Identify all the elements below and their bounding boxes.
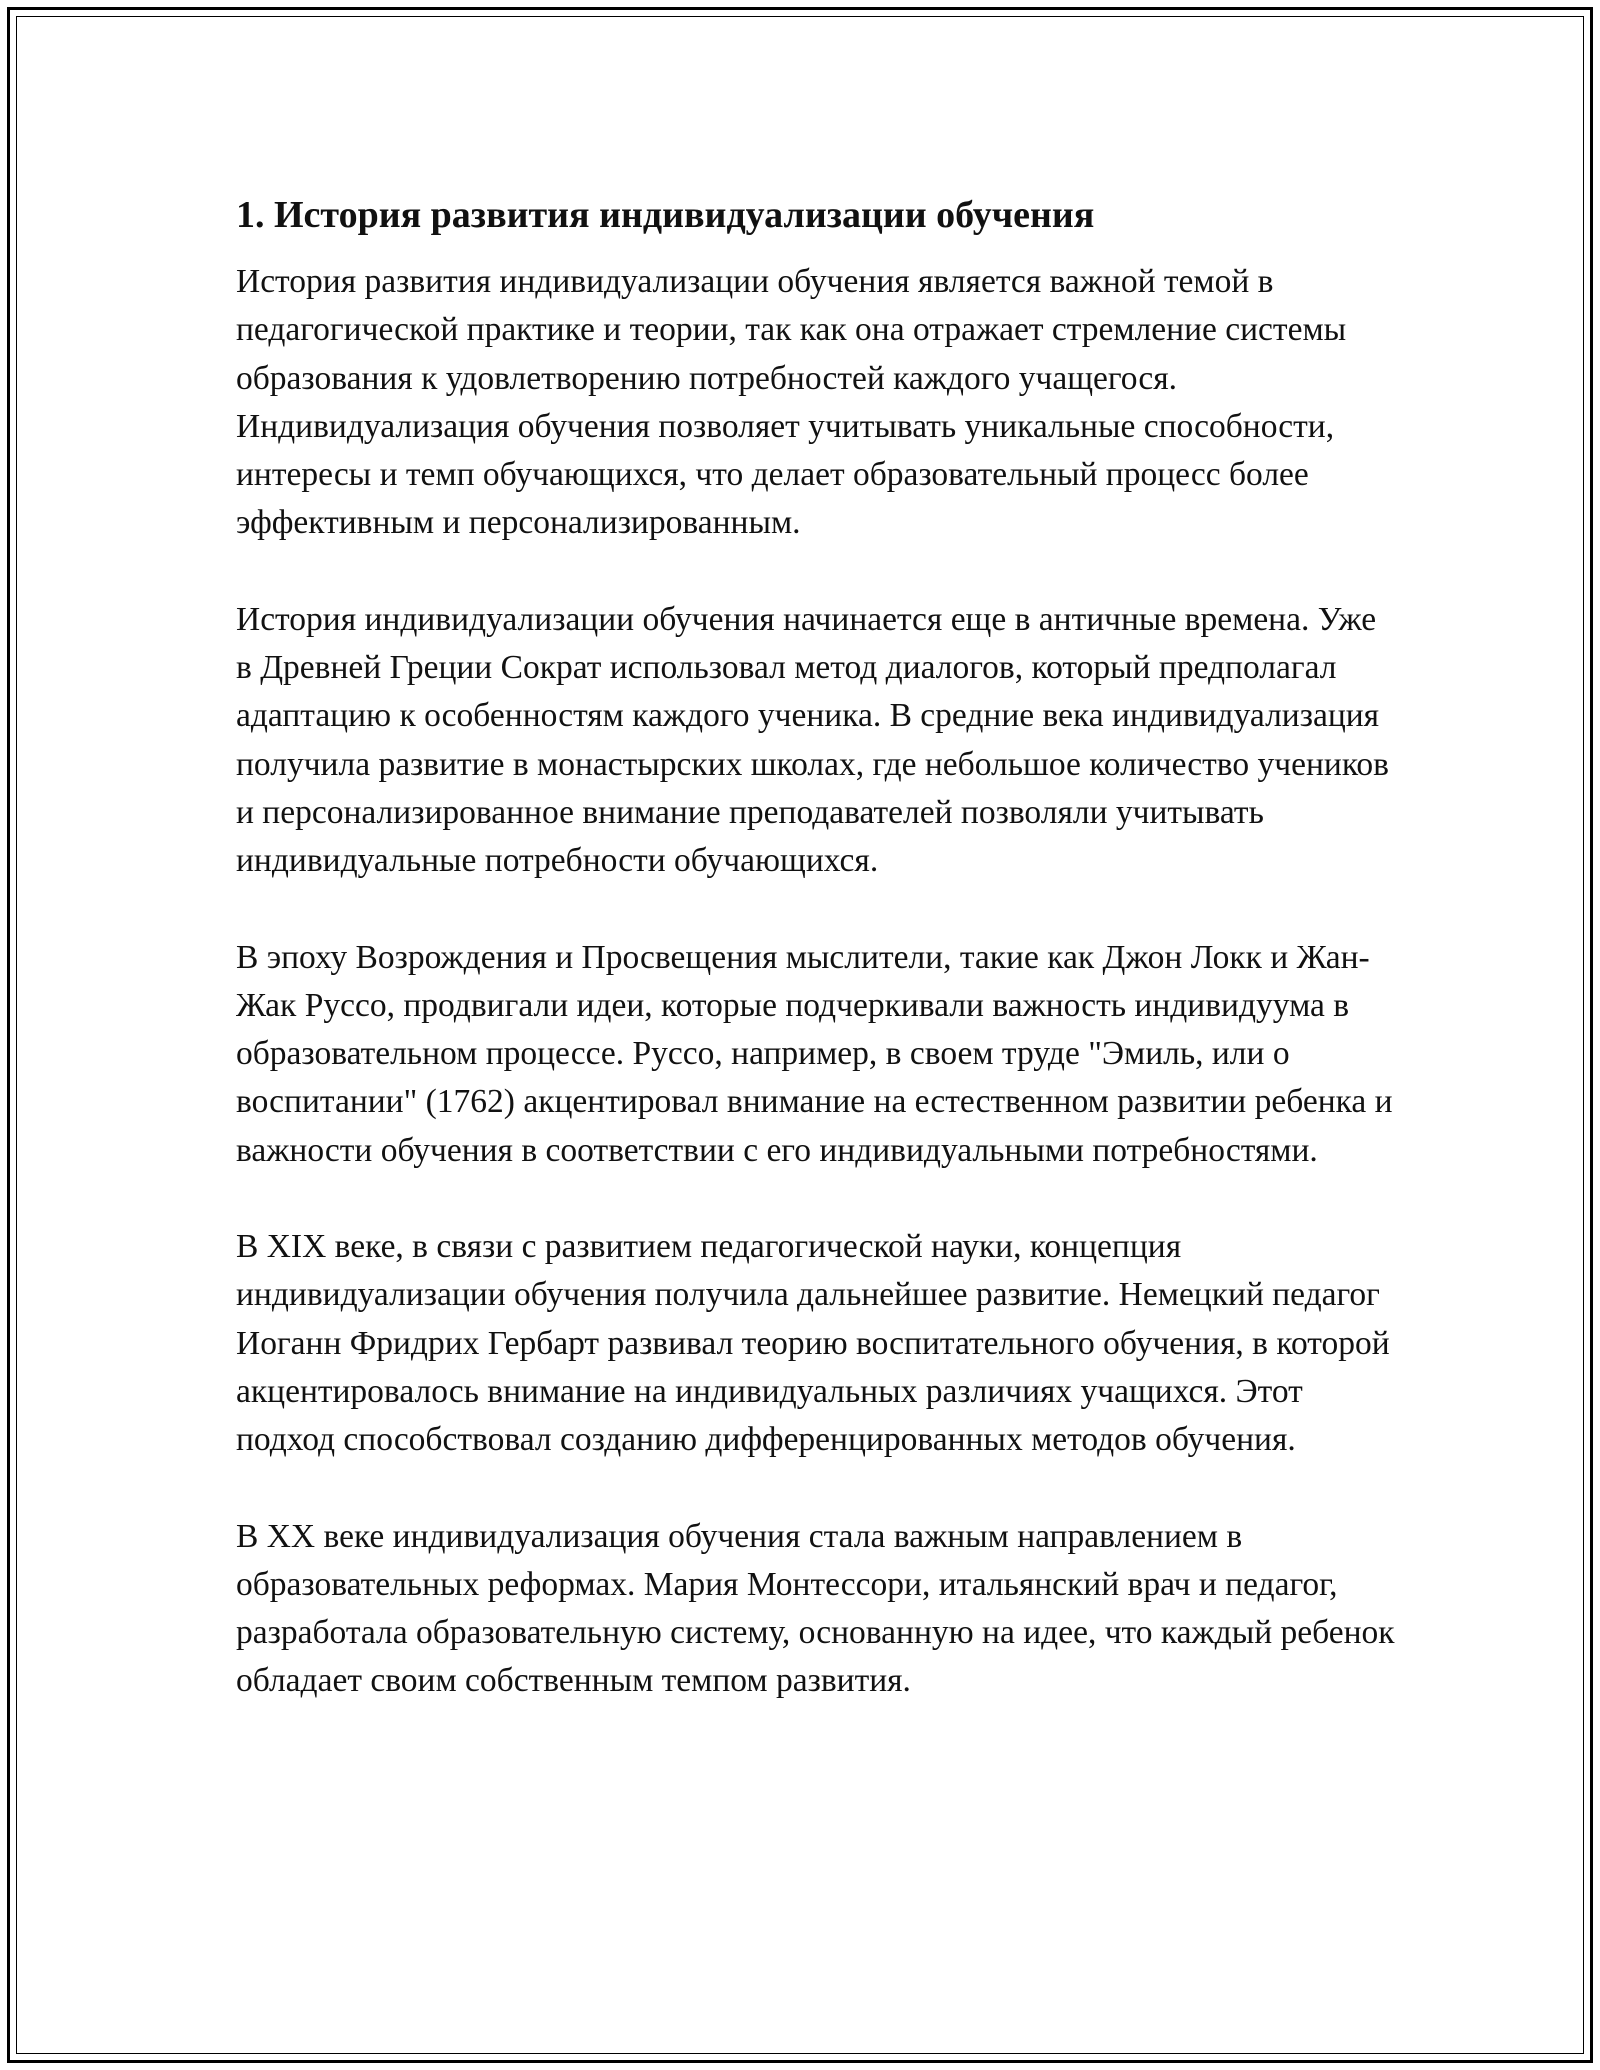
paragraph-2: История индивидуализации обучения начинается еще в античные времена. Уже в Древней Греции Сократ использовал метод диалогов, который предполагал адаптацию к особенностям каждого ученика. В средние века индивидуализация получила развитие в монастырских школах, где небольшое количество учеников и персонализированное внимание преподавателей позволяли учитывать индивидуальные потребности обучающихся. (236, 600, 1389, 880)
paragraph-5: В XX веке индивидуализация обучения стала важным направлением в образовательных реформах. Мария Монтессори, итальянский врач и педагог, разработала образовательную систему, основанную на идее, что каждый ребенок обладает своим собственным темпом развития. (236, 1517, 1395, 1700)
paragraph-4: В XIX веке, в связи с развитием педагогической науки, концепция индивидуализации обучения получила дальнейшее развитие. Немецкий педагог Иоганн Фридрих Гербарт развивал теорию воспитательного обучения, в которой акцентировалось внимание на индивидуальных различиях учащихся. Этот подход способствовал созданию дифференцированных методов обучения. (236, 1228, 1390, 1459)
section-heading: 1. История развития индивидуализации обучения (236, 194, 1095, 236)
paragraph-3: В эпоху Возрождения и Просвещения мыслители, такие как Джон Локк и Жан-Жак Руссо, продвигали идеи, которые подчеркивали важность индивидуума в образовательном процессе. Руссо, например, в своем труде "Эмиль, или о воспитании" (1762) акцентировал внимание на естественном развитии ребенка и важности обучения в соответствии с его индивидуальными потребностями. (236, 938, 1393, 1169)
paragraph-1: История развития индивидуализации обучения является важной темой в педагогической практике и теории, так как она отражает стремление системы образования к удовлетворению потребностей каждого учащегося. Индивидуализация обучения позволяет учитывать уникальные способности, интересы и темп обучающихся, что делает образовательный процесс более эффективным и персонализированным. (236, 263, 1347, 542)
document-body (236, 180, 1396, 1754)
